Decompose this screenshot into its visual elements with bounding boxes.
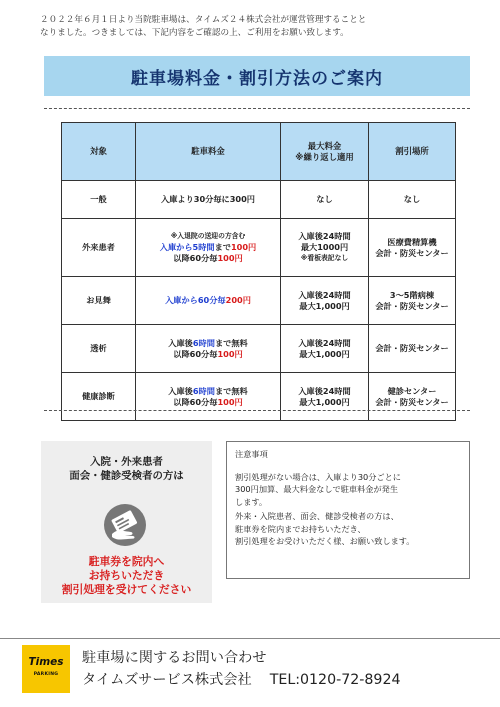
row-max [281, 277, 369, 325]
row-max [281, 219, 369, 277]
fee-red-text: 200円 [225, 295, 251, 305]
fee-mid-text: まで [214, 242, 231, 252]
row-fee [136, 219, 281, 277]
row-fee [136, 373, 281, 421]
parking-ticket-hand-icon [103, 503, 147, 547]
discount-line2: 会計・防災センター [375, 300, 449, 311]
row-fee: 入庫より30分毎に300円 [136, 181, 281, 219]
row-target: 健康診断 [62, 373, 136, 421]
discount-line1: 3～5階病棟 [389, 289, 435, 300]
max-line2: 最大1,000円 [299, 396, 350, 407]
logo-sub-text: PARKING [33, 672, 59, 677]
dashed-divider-top [44, 108, 470, 109]
fee-table [61, 122, 456, 421]
fee-pre-text: 入庫後 [168, 385, 193, 396]
fee-section [44, 56, 470, 412]
row-target: 外来患者 [62, 219, 136, 277]
row-target: 一般 [62, 181, 136, 219]
row-target: 透析 [62, 325, 136, 373]
caution-paragraph-1 [235, 471, 461, 509]
fee-pre-text: 入庫後 [168, 337, 193, 348]
row-fee [136, 325, 281, 373]
times-parking-logo [22, 645, 70, 693]
fee-pre-text: 以降60分毎 [173, 348, 218, 359]
header-discount: 割引場所 [369, 123, 456, 181]
fee-blue-text: 入庫から5時間 [159, 242, 215, 252]
table-row [62, 181, 456, 219]
fee-line-b [136, 349, 280, 360]
fee-red-text: 100円 [217, 253, 243, 263]
discount-line1: 医療費精算機 [387, 236, 437, 247]
header-max-line2: ※繰り返し適用 [295, 151, 354, 162]
caution-text: します。 [235, 496, 268, 507]
fee-post-text: まで無料 [214, 385, 248, 396]
max-line1: 入庫後24時間 [298, 385, 351, 396]
fee-red-text: 100円 [230, 242, 257, 252]
fee-note: ※入退院の送迎の方含む [170, 232, 246, 240]
title-band [44, 56, 470, 96]
max-line2: 最大1,000円 [299, 300, 350, 311]
caution-text: 割引処理をお受けいただく様、お願い致します。 [235, 536, 415, 546]
fee-post-text: まで無料 [214, 337, 248, 348]
table-row [62, 325, 456, 373]
max-line1: 入庫後24時間 [298, 337, 351, 348]
fee-red-text: 100円 [217, 348, 243, 359]
notice-box [41, 441, 212, 603]
max-line1: 入庫後24時間 [298, 289, 351, 300]
fee-blue-text: 入庫から60分毎 [165, 295, 226, 305]
row-discount [369, 277, 456, 325]
table-row [62, 219, 456, 277]
contact-heading: 駐車場に関するお問い合わせ [82, 650, 267, 666]
fee-line-a [136, 338, 280, 349]
contact-company-line [82, 669, 401, 691]
discount-line2: 会計・防災センター [375, 396, 449, 407]
fee-line-b [136, 253, 280, 264]
logo-main-text: Times [28, 656, 64, 668]
caution-text: 割引処理がない場合は、入庫より30分ごとに [235, 471, 401, 482]
fee-pre-text: 以降60分毎 [173, 396, 218, 407]
notice-line4: お持ちいただき [88, 569, 165, 582]
table-row [62, 277, 456, 325]
caution-text: 外来・入院患者、面会、健診受検者の方は、 [235, 511, 399, 521]
max-line2: 最大1000円 [300, 242, 349, 252]
fee-red-text: 100円 [217, 396, 243, 407]
row-discount [369, 219, 456, 277]
max-line2: 最大1,000円 [299, 348, 350, 359]
intro-line-2: なりました。つきましては、下記内容をご確認の上、ご利用をお願い致します。 [40, 28, 349, 38]
header-fee: 駐車料金 [136, 123, 281, 181]
caution-text: 駐車券を院内までお持ちいただき、 [235, 523, 366, 534]
row-max: なし [281, 181, 369, 219]
notice-instructions [41, 555, 212, 597]
header-target: 対象 [62, 123, 136, 181]
notice-line3: 駐車券を院内へ [88, 555, 165, 568]
footer-divider [0, 638, 500, 639]
dashed-divider-bottom [44, 410, 470, 411]
fee-line-a [136, 242, 280, 253]
company-name: タイムズサービス株式会社 [82, 672, 252, 688]
row-fee [136, 277, 281, 325]
row-max [281, 373, 369, 421]
row-discount: なし [369, 181, 456, 219]
contact-info [82, 647, 401, 691]
max-note: ※看板表記なし [300, 254, 349, 262]
row-discount: 会計・防災センター [369, 325, 456, 373]
fee-blue-text: 6時間 [192, 337, 215, 348]
header-max [281, 123, 369, 181]
caution-heading: 注意事項 [235, 449, 268, 459]
phone-number: TEL:0120-72-8924 [269, 672, 401, 688]
row-max [281, 325, 369, 373]
fee-line-b [136, 397, 280, 408]
caution-paragraph-2 [235, 510, 461, 548]
header-max-line1: 最大料金 [307, 140, 342, 151]
caution-box [226, 441, 470, 579]
row-target: お見舞 [62, 277, 136, 325]
table-header-row [62, 123, 456, 181]
fee-line-a [136, 295, 280, 306]
row-discount [369, 373, 456, 421]
max-line1: 入庫後24時間 [298, 231, 351, 241]
fee-blue-text: 6時間 [192, 385, 215, 396]
page-title: 駐車場料金・割引方法のご案内 [131, 68, 383, 89]
notice-line2: 面会・健診受検者の方は [69, 470, 184, 482]
caution-text: 300円加算、最大料金なしで駐車料金が発生 [235, 484, 399, 494]
notice-line1: 入院・外来患者 [90, 456, 163, 468]
notice-line5: 割引処理を受けてください [61, 583, 192, 596]
notice-heading [41, 455, 212, 483]
discount-line2: 会計・防災センター [375, 247, 449, 258]
discount-line1: 健診センター [387, 385, 437, 396]
intro-text [40, 14, 480, 40]
fee-pre-text: 以降60分毎 [173, 253, 218, 263]
fee-line-a [136, 386, 280, 397]
intro-line-1: ２０２２年６月１日より当院駐車場は、タイムズ２４株式会社が運営管理することと [40, 15, 367, 25]
table-row [62, 373, 456, 421]
